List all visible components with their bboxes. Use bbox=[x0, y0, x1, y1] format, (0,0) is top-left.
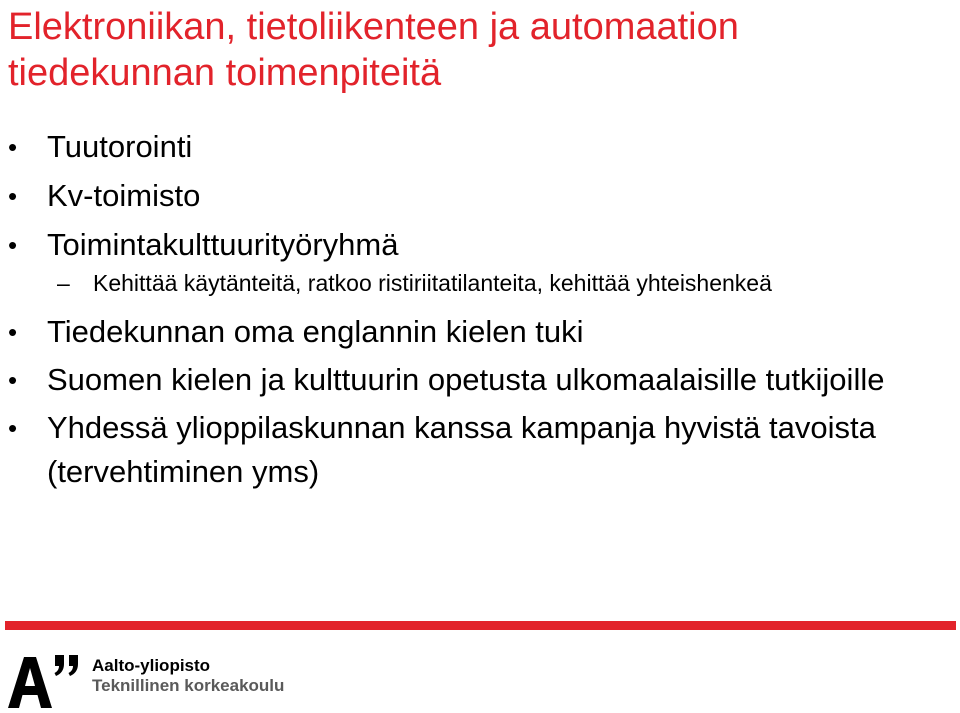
aalto-logo-icon bbox=[8, 653, 84, 708]
logo-school-name: Teknillinen korkeakoulu bbox=[92, 676, 285, 695]
bullet-list bbox=[0, 124, 960, 498]
bullet-text: Yhdessä ylioppilaskunnan kanssa kampanja hyvistä tavoista (tervehtiminen yms) bbox=[47, 410, 876, 489]
bullet-mark: • bbox=[8, 317, 18, 347]
bullet-mark: • bbox=[8, 181, 18, 211]
aalto-logo bbox=[8, 653, 284, 708]
bullet-item bbox=[0, 406, 907, 494]
bullet-mark: • bbox=[8, 413, 18, 443]
bullet-text: Tuutorointi bbox=[47, 129, 193, 164]
dash-mark: – bbox=[57, 270, 70, 296]
bullet-mark: • bbox=[8, 132, 18, 162]
bullet-item bbox=[0, 173, 907, 219]
slide-title: Elektroniikan, tietoliikenteen ja automaation tiedekunnan toimenpiteitä bbox=[8, 6, 739, 94]
sub-bullet-text: Kehittää käytänteitä, ratkoo ristiriitatilanteita, kehittää yhteishenkeä bbox=[93, 270, 772, 296]
sub-bullet-item bbox=[0, 267, 833, 300]
bullet-item bbox=[0, 358, 907, 402]
bullet-text: Tiedekunnan oma englannin kielen tuki bbox=[47, 314, 584, 349]
footer-accent-bar bbox=[5, 621, 956, 630]
bullet-mark: • bbox=[8, 365, 18, 395]
bullet-text: Suomen kielen ja kulttuurin opetusta ulkomaalaisille tutkijoille bbox=[47, 362, 885, 397]
bullet-item bbox=[0, 222, 907, 268]
logo-university-name: Aalto-yliopisto bbox=[92, 656, 211, 675]
logo-text bbox=[92, 653, 284, 696]
bullet-item bbox=[0, 124, 907, 170]
bullet-item bbox=[0, 310, 907, 354]
bullet-text: Toimintakulttuurityöryhmä bbox=[47, 227, 399, 262]
bullet-mark: • bbox=[8, 230, 18, 260]
bullet-text: Kv-toimisto bbox=[47, 178, 201, 213]
